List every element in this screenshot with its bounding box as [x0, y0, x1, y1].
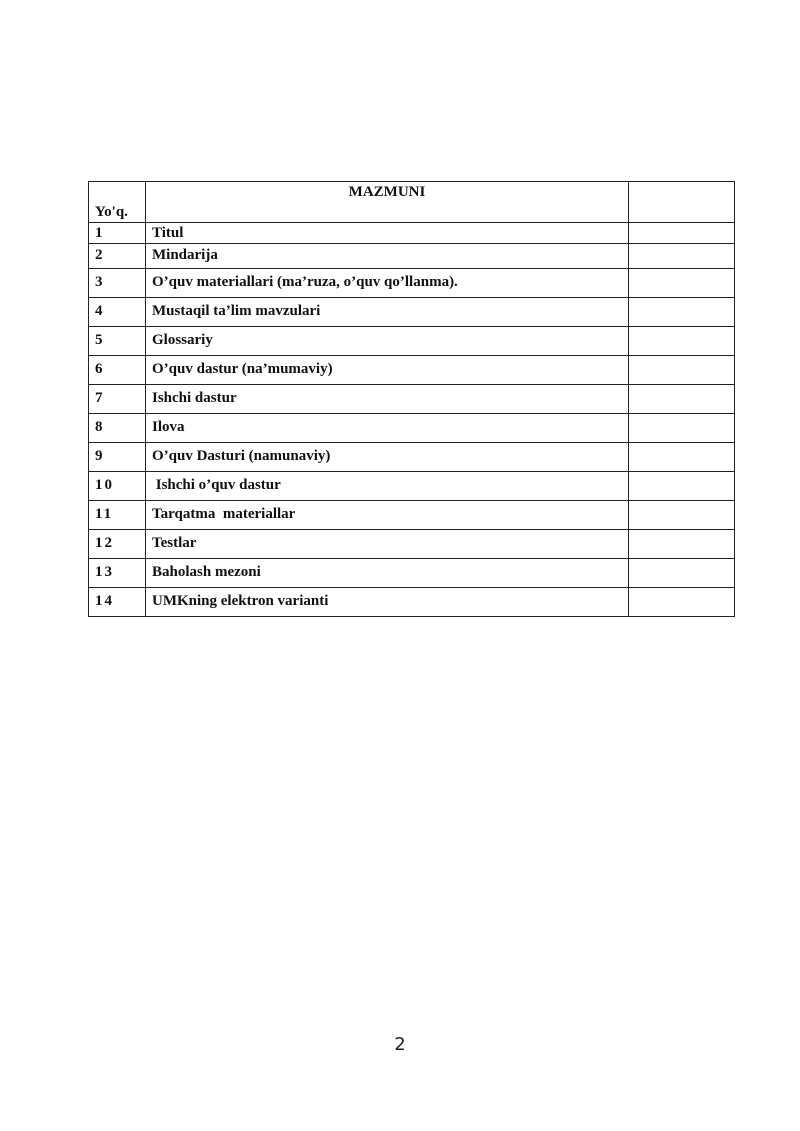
table-row	[89, 298, 735, 327]
row-number: 9	[89, 443, 146, 472]
row-extra	[629, 501, 735, 530]
row-extra	[629, 385, 735, 414]
row-title: Testlar	[146, 530, 629, 559]
row-extra	[629, 559, 735, 588]
row-title: Tarqatma materiallar	[146, 501, 629, 530]
row-number: 1	[89, 223, 146, 244]
row-extra	[629, 472, 735, 501]
row-title: Ishchi o’quv dastur	[146, 472, 629, 501]
row-number: 8	[89, 414, 146, 443]
contents-table	[88, 181, 735, 617]
row-extra	[629, 356, 735, 385]
row-extra	[629, 414, 735, 443]
row-extra	[629, 244, 735, 269]
row-extra	[629, 443, 735, 472]
row-extra	[629, 327, 735, 356]
row-title: Titul	[146, 223, 629, 244]
table-row	[89, 356, 735, 385]
row-title: Ilova	[146, 414, 629, 443]
table-row	[89, 244, 735, 269]
row-number: 2	[89, 244, 146, 269]
row-number: 5	[89, 327, 146, 356]
row-title: UMKning elektron varianti	[146, 588, 629, 617]
column-header-title: MAZMUNI	[146, 182, 629, 223]
column-header-number: Yo'q.	[89, 182, 146, 223]
row-number: 12	[89, 530, 146, 559]
row-extra	[629, 298, 735, 327]
table-row	[89, 443, 735, 472]
row-title: O’quv Dasturi (namunaviy)	[146, 443, 629, 472]
page-number: 2	[394, 1034, 406, 1055]
table-row	[89, 472, 735, 501]
row-title: O’quv dastur (na’mumaviy)	[146, 356, 629, 385]
row-title: Baholash mezoni	[146, 559, 629, 588]
row-title: O’quv materiallari (ma’ruza, o’quv qo’llanma).	[146, 269, 629, 298]
row-extra	[629, 588, 735, 617]
row-title: Mustaqil ta’lim mavzulari	[146, 298, 629, 327]
table-row	[89, 559, 735, 588]
row-number: 7	[89, 385, 146, 414]
table-row	[89, 501, 735, 530]
row-title: Ishchi dastur	[146, 385, 629, 414]
row-number: 14	[89, 588, 146, 617]
row-number: 10	[89, 472, 146, 501]
table-row	[89, 414, 735, 443]
row-extra	[629, 223, 735, 244]
table-row	[89, 530, 735, 559]
table-row	[89, 385, 735, 414]
table-header-row	[89, 182, 735, 223]
row-extra	[629, 269, 735, 298]
row-number: 3	[89, 269, 146, 298]
row-extra	[629, 530, 735, 559]
row-number: 13	[89, 559, 146, 588]
row-title: Mindarija	[146, 244, 629, 269]
table-row	[89, 588, 735, 617]
row-title: Glossariy	[146, 327, 629, 356]
row-number: 6	[89, 356, 146, 385]
table-row	[89, 327, 735, 356]
table-row	[89, 223, 735, 244]
table-row	[89, 269, 735, 298]
row-number: 11	[89, 501, 146, 530]
row-number: 4	[89, 298, 146, 327]
column-header-extra	[629, 182, 735, 223]
